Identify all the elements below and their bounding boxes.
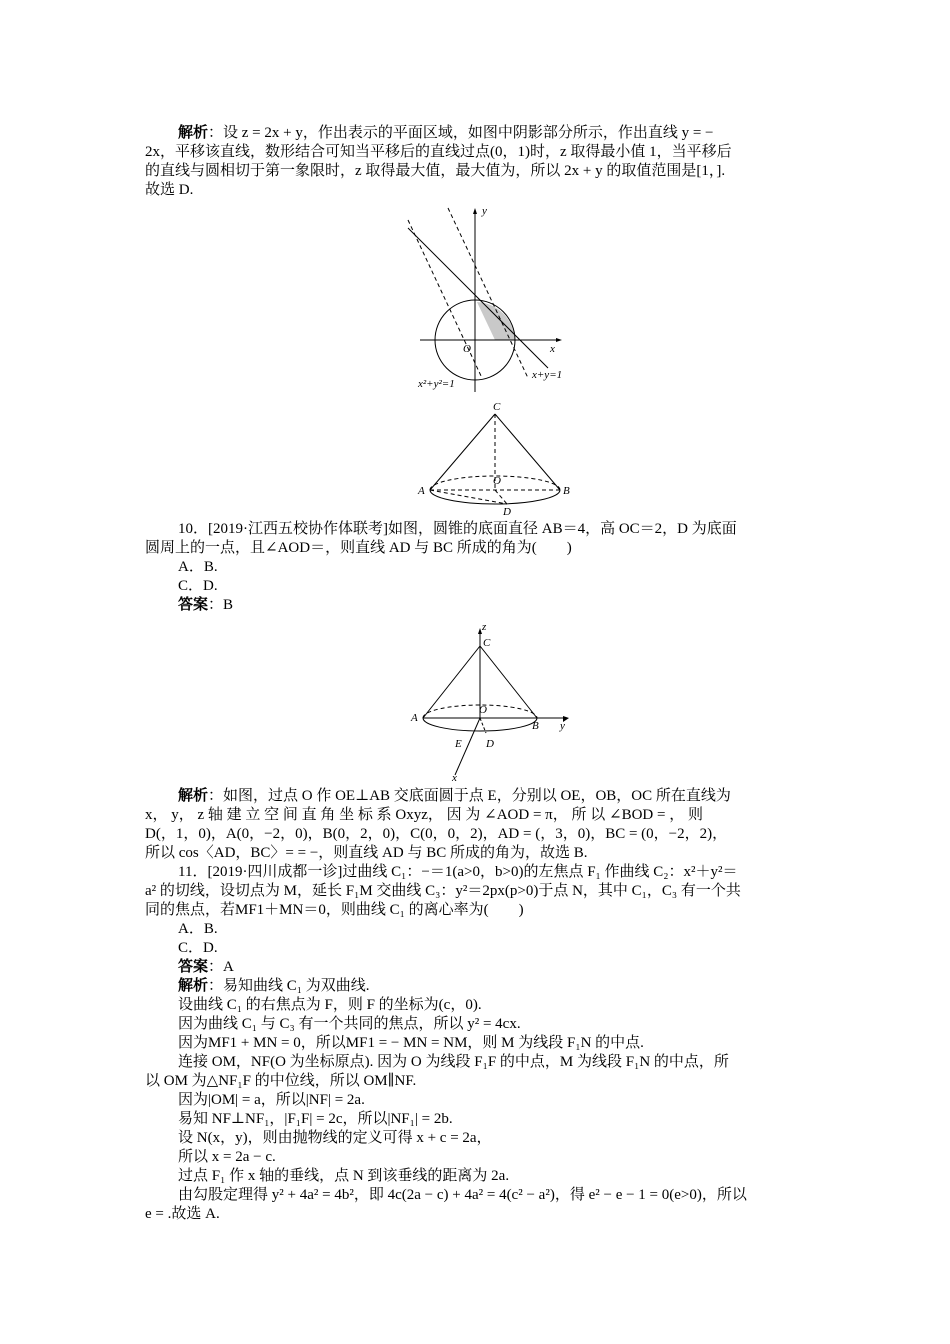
q10-stem-line-2: 圆周上的一点，且∠AOD＝，则直线 AD 与 BC 所成的角为( ) <box>145 540 572 556</box>
label-origin: O <box>463 343 471 355</box>
generatrix-AC <box>430 414 495 490</box>
q11-step-1: 设曲线 C₁ 的右焦点为 F，则 F 的坐标为(c，0). <box>178 997 482 1013</box>
q11-analysis-label: 解析 <box>178 978 209 994</box>
label-O: O <box>493 475 501 487</box>
label-A: A <box>418 485 425 497</box>
q9-analysis-line-4: 故选 D. <box>145 182 194 198</box>
line-x-plus-y-eq-1 <box>408 228 548 368</box>
shaded-region <box>477 302 515 340</box>
q11-step-8: 设 N(x，y)，则由抛物线的定义可得 x + c = 2a， <box>178 1130 492 1146</box>
q11-step-7: 易知 NF⊥NF₁，|F₁F| = 2c，所以|NF₁| = 2b. <box>178 1111 453 1127</box>
label-A2: A <box>411 712 418 724</box>
cone-figure-1 <box>415 400 575 515</box>
q11-options-AB: A．B. <box>178 921 218 937</box>
q11-step-9: 所以 x = 2a − c. <box>178 1149 276 1165</box>
label-C2: C <box>483 637 491 649</box>
base2-front-arc <box>423 718 537 731</box>
y-axis-arrow <box>473 208 477 214</box>
q11-options-CD: C．D. <box>178 940 218 956</box>
q9-analysis-label: 解析 <box>178 125 209 141</box>
label-x: x <box>550 343 555 355</box>
q9-analysis-line-2: 2x，平移该直线，数形结合可知当平移后的直线过点(0，1)时，z 取得最小值 1，当平移后 <box>145 144 732 160</box>
q11-step-5: 以 OM 为△NF₁F 的中位线，所以 OM∥NF. <box>145 1073 417 1089</box>
q9-region-figure <box>400 200 570 400</box>
label-y2: y <box>560 720 565 732</box>
label-circle-eq: x²+y²=1 <box>418 378 455 390</box>
q11-stem-line-2: a² 的切线，设切点为 M，延长 F₁M 交曲线 C₃：y²＝2px(p>0)于点 N，其中 C₁，C₃ 有一个共 <box>145 883 741 899</box>
q11-step-2: 因为曲线 C₁ 与 C₃ 有一个共同的焦点，所以 y² = 4cx. <box>178 1016 521 1032</box>
q11-step-4: 连接 OM，NF(O 为坐标原点). 因为 O 为线段 F₁F 的中点，M 为线段 F₁N 的中点，所 <box>178 1054 729 1070</box>
label-O2: O <box>479 704 487 716</box>
q9-region-svg <box>400 200 570 400</box>
q10-answer: 答案：B <box>178 597 234 613</box>
dashed-line-upper <box>448 208 528 378</box>
q10-analysis-line-1: 解析：如图，过点 O 作 OE⊥AB 交底面圆于点 E，分别以 OE，OB，OC 所在直线为 <box>178 788 731 804</box>
generatrix2-BC <box>480 646 537 718</box>
label-y: y <box>482 205 487 217</box>
label-line-eq: x+y=1 <box>532 369 563 381</box>
label-z: z <box>482 621 487 633</box>
cone-svg-2 <box>400 620 575 785</box>
q10-stem-line-1: 10．[2019·江西五校协作体联考]如图，圆锥的底面直径 AB＝4，高 OC＝2，D 为底面 <box>178 521 737 537</box>
q10-analysis-line-3: D(，1，0)，A(0，−2，0)，B(0，2，0)，C(0，0，2)，AD = (，3，0)，BC = (0，−2，2)， <box>145 826 728 842</box>
q11-step-6: 因为|OM| = a，所以|NF| = 2a. <box>178 1092 365 1108</box>
label-E: E <box>455 738 462 750</box>
q11-answer: 答案：A <box>178 959 234 975</box>
generatrix-BC <box>495 414 560 490</box>
q10-options-AB: A．B. <box>178 559 218 575</box>
q10-analysis-label: 解析 <box>178 788 209 804</box>
label-D2: D <box>486 738 494 750</box>
q11-stem-line-3: 同的焦点，若MF1＋MN＝0，则曲线 C₁ 的离心率为( ) <box>145 902 524 918</box>
radius-OD <box>495 490 507 504</box>
label-D: D <box>503 506 511 515</box>
q11-step-11: 由勾股定理得 y² + 4a² = 4b²，即 4c(2a − c) + 4a² = 4(c² − a²)，得 e² − e − 1 = 0(e>0)，所以 <box>178 1187 747 1203</box>
segment-AD <box>430 490 507 504</box>
q11-stem-line-1: 11．[2019·四川成都一诊]过曲线 C₁：−＝1(a>0，b>0)的左焦点 F₁ 作曲线 C₂：x²＋y²＝ <box>178 864 738 880</box>
label-B: B <box>563 485 570 497</box>
q10-analysis-line-4: 所以 cos〈AD，BC〉= = −，则直线 AD 与 BC 所成的角为，故选 B. <box>145 845 588 861</box>
q11-step-3: 因为MF1 + MN = 0，所以MF1 = − MN = NM，则 M 为线段 F₁N 的中点. <box>178 1035 644 1051</box>
q9-analysis-line-1: 解析：设 z = 2x + y，作出表示的平面区域，如图中阴影部分所示，作出直线 y = − <box>178 125 714 141</box>
q11-analysis-first: 解析：易知曲线 C₁ 为双曲线. <box>178 978 370 994</box>
q11-answer-label: 答案 <box>178 959 209 975</box>
label-x2: x <box>452 772 457 784</box>
q10-options-CD: C．D. <box>178 578 218 594</box>
q9-analysis-line-3: 的直线与圆相切于第一象限时，z 取得最大值，最大值为，所以 2x + y 的取值范围是[1，]. <box>145 163 726 179</box>
cone-svg-1 <box>415 400 575 515</box>
q11-step-10: 过点 F₁ 作 x 轴的垂线，点 N 到该垂线的距离为 2a. <box>178 1168 510 1184</box>
label-B2: B <box>532 720 539 732</box>
q10-analysis-line-2: x， y， z 轴 建 立 空 间 直 角 坐 标 系 Oxyz， 因 为 ∠AOD = π， 所 以 ∠BOD = ， 则 <box>145 807 703 823</box>
q10-answer-label: 答案 <box>178 597 209 613</box>
cone-figure-2 <box>400 620 575 785</box>
label-C: C <box>493 401 501 413</box>
x-axis-arrow <box>556 338 562 342</box>
q11-step-12: e = .故选 A. <box>145 1206 220 1222</box>
